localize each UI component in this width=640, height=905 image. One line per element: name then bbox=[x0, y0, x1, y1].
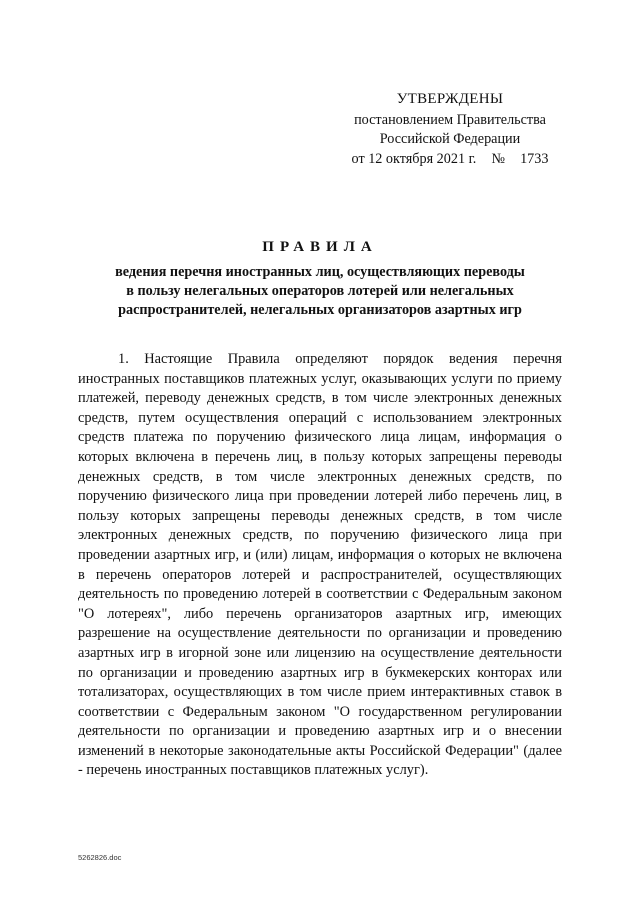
approval-line-federation: Российской Федерации bbox=[379, 131, 521, 147]
approval-date-line bbox=[330, 150, 570, 170]
document-title: ПРАВИЛА bbox=[262, 239, 378, 255]
approval-number-sign: № bbox=[491, 150, 505, 167]
approval-number: 1733 bbox=[520, 150, 549, 167]
subtitle-line-3: распространителей, нелегальных организаторов азартных игр bbox=[118, 302, 522, 318]
subtitle-line-2: в пользу нелегальных операторов лотерей или нелегальных bbox=[126, 283, 514, 299]
approval-stamp bbox=[330, 90, 570, 169]
subtitle-line-1: ведения перечня иностранных лиц, осуществляющих переводы bbox=[115, 264, 525, 280]
approval-heading: УТВЕРЖДЕНЫ bbox=[396, 91, 504, 107]
document-subtitle bbox=[80, 263, 560, 320]
approval-line-government: постановлением Правительства bbox=[354, 111, 546, 128]
file-name-footer: 5262826.doc bbox=[78, 853, 122, 862]
paragraph-1: 1. Настоящие Правила определяют порядок ведения перечня иностранных поставщиков платежных услуг, оказывающих услуги по приему платежей, переводу денежных средств, в том числе электронных денежных средств, путем осуществления операций с использованием электронных средств платежа по поручению физического лица лицам, информация о которых включена в перечень лиц, в пользу которых запрещены переводы денежных средств, в том числе электронных денежных средств, по поручению физического лица при проведении лотерей либо перечень лиц, в пользу которых запрещены переводы денежных средств, в том числе электронных денежных средств, по поручению физического лица при проведении азартных игр, и (или) лицам, информация о которых не включена в перечень операторов лотерей и распространителей, осуществляющих деятельность по проведению лотерей в соответствии с Федеральным законом "О лотереях", либо перечень организаторов азартных игр, имеющих разрешение на осуществление деятельности по организации и проведению азартных игр в игорной зоне или лицензию на осуществление деятельности по организации и проведению азартных игр в букмекерских конторах или тотализаторах, осуществляющих в том числе прием интерактивных ставок в соответствии с Федеральным законом "О государственном регулировании деятельности по организации и проведению азартных игр и о внесении изменений в некоторые законодательные акты Российской Федерации" (далее - перечень иностранных поставщиков платежных услуг). bbox=[78, 351, 562, 779]
approval-date: от 12 октября 2021 г. bbox=[351, 150, 477, 167]
